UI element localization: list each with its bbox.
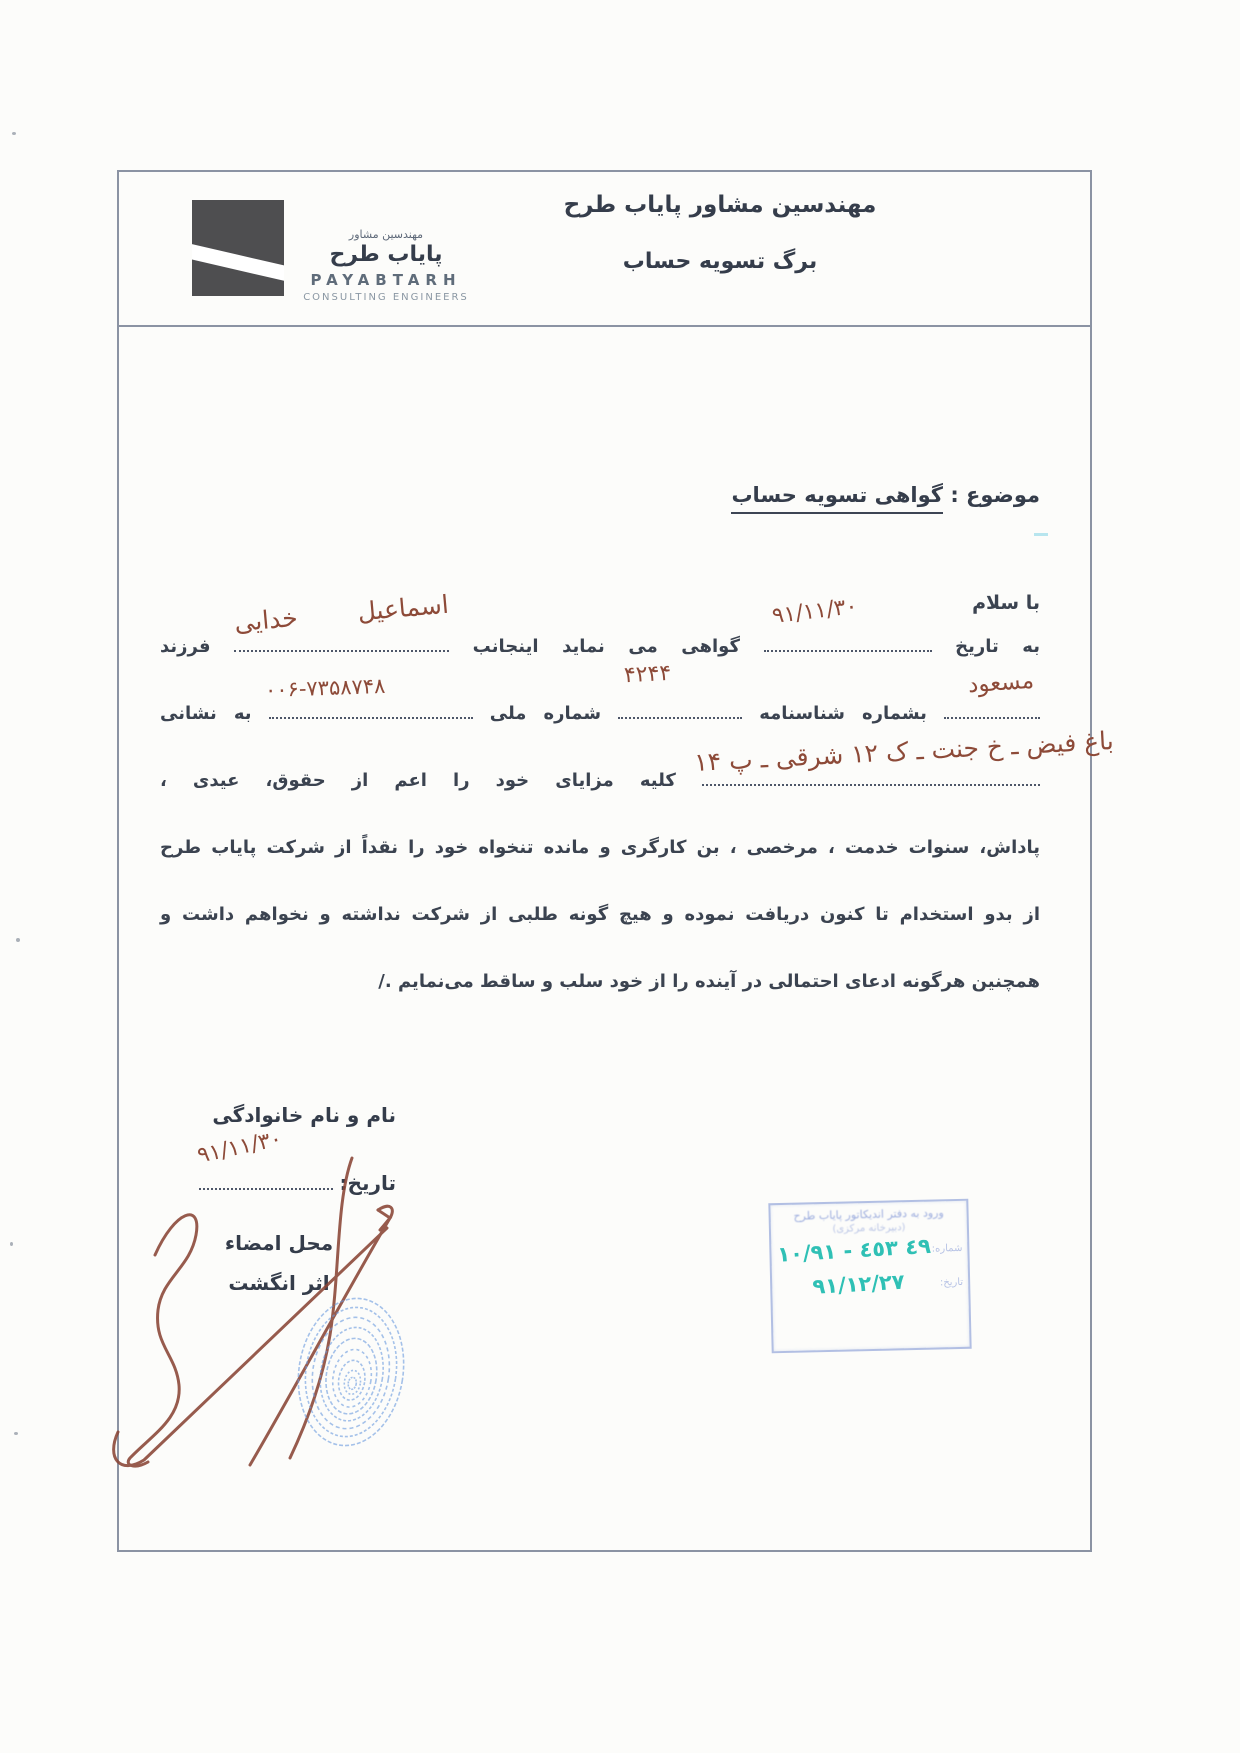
stamp-date-value: ۹۱/۱۲/۲۷ bbox=[811, 1269, 906, 1299]
national-id-blank bbox=[264, 674, 473, 719]
logo-name-fa: پایاب طرح bbox=[329, 242, 443, 267]
handwritten-father-name: مسعود bbox=[967, 667, 1035, 699]
stamp-date-label: تاریخ: bbox=[939, 1276, 964, 1289]
signature-place-label: محل امضاء bbox=[224, 1231, 334, 1255]
stamp-number-value: ۱۰/۹۱ - ٤٩ ٤٥٣ bbox=[776, 1233, 932, 1267]
logo-diagonal-stripe bbox=[192, 242, 284, 285]
handwritten-name: اسماعیل خدایی bbox=[233, 589, 450, 638]
handwritten-address: باغ فیض ـ خ جنت ـ ک ۱۲ شرقی ـ پ ۱۴ bbox=[693, 726, 1115, 778]
company-logo-icon bbox=[192, 200, 284, 296]
address-blank bbox=[693, 726, 1115, 786]
line3-text1: کلیه مزایای خود را اعم از حقوق، عیدی ، bbox=[160, 770, 676, 791]
letterhead-title bbox=[552, 192, 888, 274]
fullname-label: نام و نام خانوادگی bbox=[212, 1103, 396, 1127]
header-divider bbox=[117, 325, 1092, 327]
birth-cert-no-blank bbox=[618, 660, 742, 719]
stamp-number-label: شماره: bbox=[931, 1243, 963, 1255]
logo-tagline-fa: مهندسین مشاور bbox=[348, 228, 424, 241]
line2-text2: شماره ملی bbox=[489, 703, 602, 724]
handwritten-date: ۹۱/۱۱/۳۰ bbox=[770, 593, 859, 630]
registry-stamp bbox=[768, 1199, 971, 1353]
handwritten-national-id: ۰۰۶-۷۳۵۸۷۴۸ bbox=[264, 674, 386, 703]
name-blank bbox=[233, 589, 450, 652]
scan-artifact bbox=[12, 132, 16, 135]
greeting: با سلام bbox=[972, 592, 1040, 614]
line1-text1: به تاریخ bbox=[955, 636, 1040, 657]
fingerprint-label: اثر انگشت bbox=[228, 1271, 330, 1295]
logo-name-en: PAYABTARH bbox=[310, 271, 462, 289]
line2-text3: به نشانی bbox=[160, 703, 252, 724]
handwritten-birth-cert-no: ۴۲۴۴ bbox=[623, 660, 673, 689]
scan-artifact bbox=[16, 938, 20, 942]
company-title: مهندسین مشاور پایاب طرح bbox=[563, 192, 877, 218]
date-blank bbox=[764, 593, 932, 652]
subject-value: گواهی تسویه حساب bbox=[731, 483, 943, 514]
body-line-3 bbox=[160, 726, 1115, 814]
body-line-4: پاداش، سنوات خدمت ، مرخصی ، بن کارگری و مانده تنخواه خود را نقداً از شرکت پایاب طرح bbox=[160, 837, 1040, 858]
handwritten-signature-date: ۹۱/۱۱/۳۰ bbox=[194, 1126, 284, 1169]
signature-date-label: تاریخ: bbox=[339, 1171, 396, 1195]
subject-line bbox=[731, 483, 1040, 507]
subject-label: موضوع : bbox=[950, 483, 1040, 507]
form-title: برگ تسویه حساب bbox=[622, 249, 818, 274]
body-line-6: همچنین هرگونه ادعای احتمالی در آینده را از خود سلب و ساقط می‌نمایم ./ bbox=[378, 971, 1040, 992]
stamp-header-line2: (دبیرخانه مرکزی) bbox=[832, 1222, 906, 1235]
scan-artifact bbox=[14, 1432, 18, 1435]
logo-text-block bbox=[288, 228, 484, 303]
logo-subtitle-en: CONSULTING ENGINEERS bbox=[303, 292, 469, 303]
scan-artifact bbox=[1034, 533, 1048, 536]
scan-artifact bbox=[10, 1242, 13, 1246]
stamp-date-row bbox=[772, 1265, 969, 1303]
body-line-5: از بدو استخدام تا کنون دریافت نموده و هیچ گونه طلبی از شرکت نداشته و نخواهم داشت و bbox=[160, 904, 1040, 925]
line1-text2: گواهی می نماید اینجانب bbox=[472, 636, 740, 657]
line2-text1: بشماره شناسنامه bbox=[759, 703, 927, 724]
fingerprint bbox=[293, 1293, 409, 1451]
line1-text3: فرزند bbox=[160, 636, 211, 657]
stamp-header-line1: ورود به دفتر اندیکاتور پایاب طرح bbox=[793, 1206, 944, 1223]
father-name-blank bbox=[944, 667, 1040, 719]
